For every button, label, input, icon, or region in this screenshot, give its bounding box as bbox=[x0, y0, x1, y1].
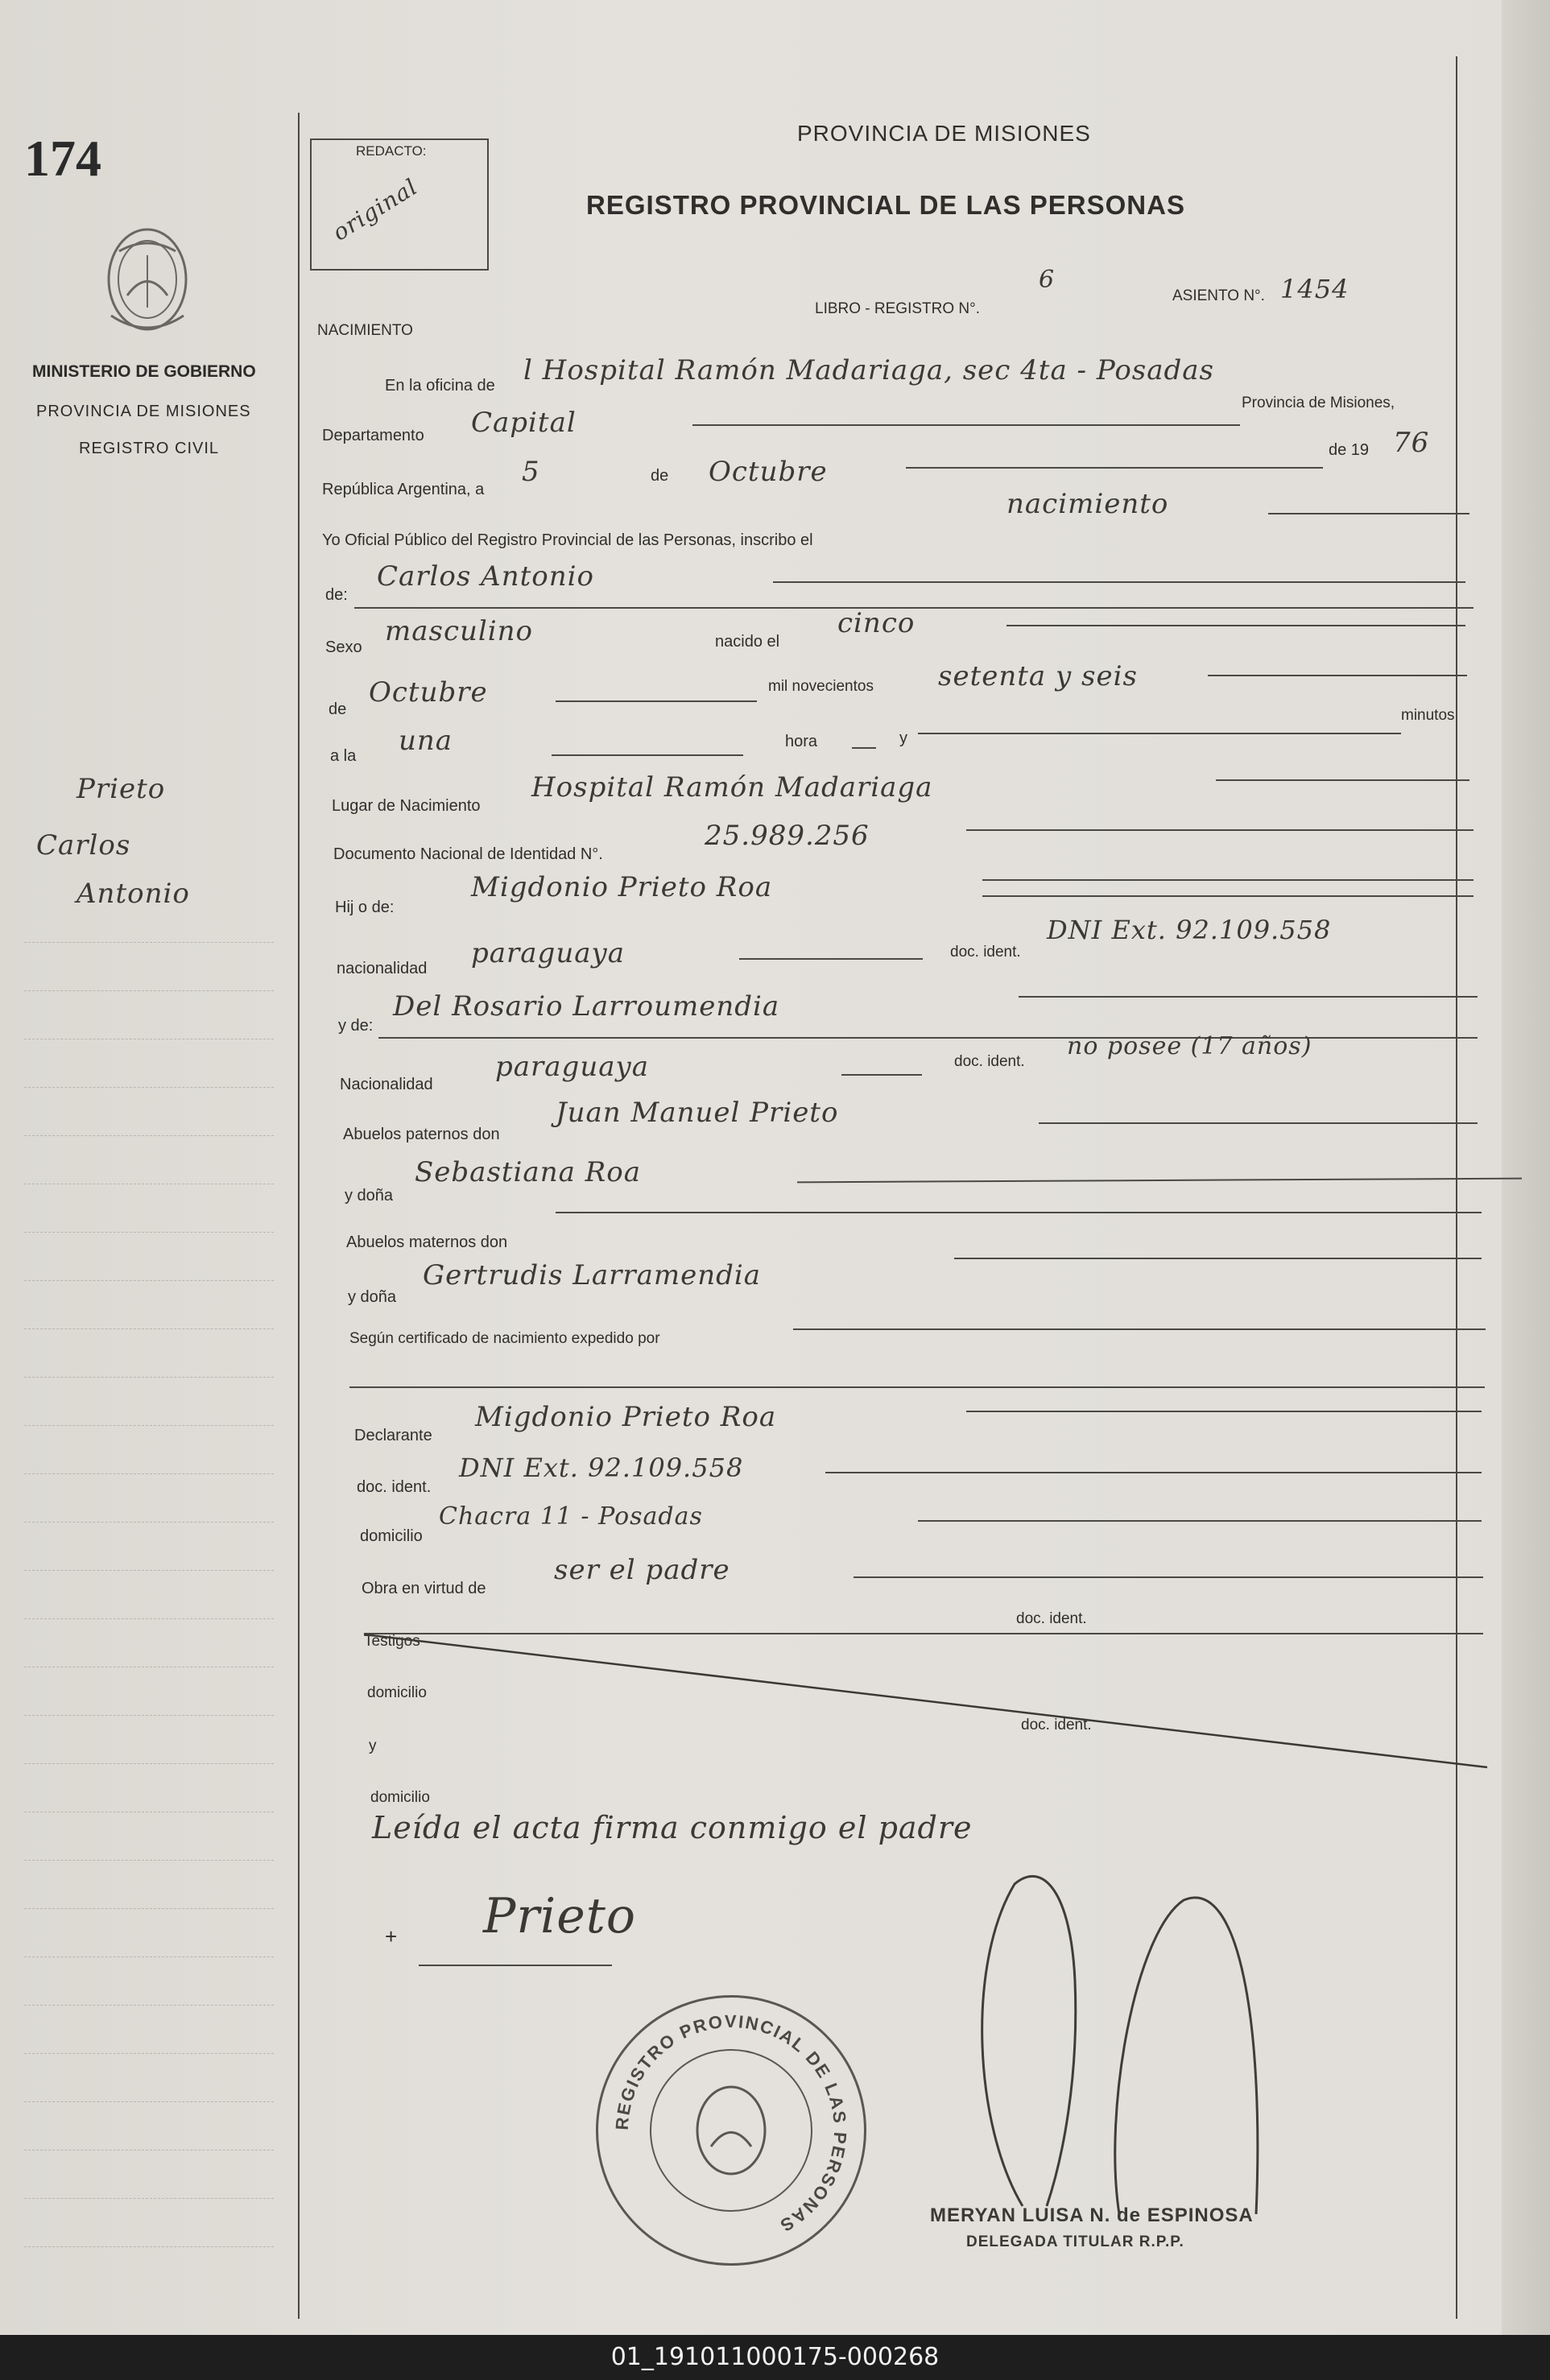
testigos-label: Testigos bbox=[364, 1633, 420, 1650]
nac-padre-line bbox=[739, 958, 923, 960]
abuelo-pat-line bbox=[1039, 1122, 1478, 1124]
redacto-box bbox=[310, 138, 489, 271]
provincia-label: Provincia de Misiones, bbox=[1242, 395, 1395, 411]
ydona-mat-label: y doña bbox=[348, 1288, 397, 1306]
ministry-title: MINISTERIO DE GOBIERNO bbox=[32, 362, 256, 381]
margin-line bbox=[24, 1570, 274, 1571]
oficial-label: Yo Oficial Público del Registro Provincial de las Personas, inscribo el bbox=[322, 531, 813, 549]
margin-line bbox=[24, 1763, 274, 1764]
nacido-mes-value: Octubre bbox=[369, 676, 488, 709]
libro-value: 6 bbox=[1039, 266, 1056, 294]
margin-surname: Prieto bbox=[76, 773, 166, 805]
signature-mark: + bbox=[385, 1924, 398, 1948]
signature-line bbox=[419, 1965, 612, 1966]
dia-value: 5 bbox=[522, 456, 540, 488]
official-seal bbox=[596, 1995, 866, 2266]
margin-line bbox=[24, 2053, 274, 2054]
hora-label: hora bbox=[785, 733, 818, 750]
republica-label: República Argentina, a bbox=[322, 481, 485, 498]
paper-edge bbox=[1502, 0, 1550, 2335]
mes-value: Octubre bbox=[709, 456, 828, 488]
doc-decl-line bbox=[825, 1472, 1482, 1473]
margin-line bbox=[24, 1715, 274, 1716]
hijo-label: Hij o de: bbox=[335, 899, 395, 916]
madre-line-2 bbox=[378, 1037, 1478, 1039]
margin-line bbox=[24, 1473, 274, 1474]
delegate-name: MERYAN LUISA N. de ESPINOSA bbox=[930, 2204, 1254, 2226]
mes-line bbox=[556, 700, 757, 702]
nac-padre-value: paraguaya bbox=[471, 937, 625, 969]
nac-madre-line bbox=[841, 1074, 922, 1076]
minutos-line bbox=[918, 733, 1401, 734]
margin-line bbox=[24, 1860, 274, 1861]
doc-decl-value: DNI Ext. 92.109.558 bbox=[459, 1452, 744, 1483]
abuela-mat-line bbox=[954, 1258, 1482, 1259]
certificado-line bbox=[793, 1328, 1486, 1330]
nac-padre-label: nacionalidad bbox=[337, 960, 428, 977]
ydona-pat-label: y doña bbox=[345, 1187, 394, 1204]
dni-line bbox=[966, 829, 1474, 831]
margin-line bbox=[24, 942, 274, 943]
margin-line bbox=[24, 2198, 274, 2199]
obra-label: Obra en virtud de bbox=[362, 1580, 486, 1597]
persona-value: Carlos Antonio bbox=[377, 560, 594, 593]
delegate-title: DELEGADA TITULAR R.P.P. bbox=[966, 2233, 1184, 2250]
nacido-label: nacido el bbox=[715, 633, 780, 651]
obra-value: ser el padre bbox=[554, 1554, 730, 1586]
nac-madre-value: paraguaya bbox=[495, 1051, 649, 1083]
margin-middle-name: Antonio bbox=[76, 878, 190, 910]
testigos-cross-out bbox=[364, 1626, 1491, 1771]
abuelos-mat-label: Abuelos maternos don bbox=[346, 1233, 508, 1251]
margin-line bbox=[24, 1425, 274, 1426]
margin-line bbox=[24, 2150, 274, 2151]
domicilio-decl-value: Chacra 11 - Posadas bbox=[439, 1502, 703, 1531]
domicilio-t2-label: domicilio bbox=[370, 1789, 430, 1806]
mil-line bbox=[1208, 675, 1467, 676]
declarante-line bbox=[966, 1411, 1482, 1412]
dni-label: Documento Nacional de Identidad N°. bbox=[333, 845, 603, 863]
seal-ring-text: REGISTRO PROVINCIAL DE LAS PERSONAS bbox=[611, 2010, 851, 2237]
abuelo-pat-value: Juan Manuel Prieto bbox=[556, 1097, 839, 1129]
hora-line bbox=[552, 754, 743, 756]
dni-value: 25.989.256 bbox=[705, 820, 870, 852]
declarante-label: Declarante bbox=[354, 1427, 432, 1444]
asiento-label: ASIENTO N°. bbox=[1172, 287, 1265, 304]
nacido-value: cinco bbox=[837, 607, 916, 639]
de-label: de bbox=[651, 467, 669, 485]
padre-line-2 bbox=[982, 895, 1474, 897]
svg-text:REGISTRO PROVINCIAL DE LAS PER bbox=[612, 2011, 850, 2237]
margin-line bbox=[24, 1522, 274, 1523]
province-heading: PROVINCIA DE MISIONES bbox=[797, 121, 1091, 146]
mil-label: mil novecientos bbox=[768, 678, 874, 695]
nac-madre-label: Nacionalidad bbox=[340, 1076, 433, 1093]
doc-decl-label: doc. ident. bbox=[357, 1478, 432, 1496]
margin-line bbox=[24, 2246, 274, 2247]
margin-line bbox=[24, 1280, 274, 1281]
de-mes-label: de bbox=[329, 700, 347, 718]
footer-id: 01_191011000175-000268 bbox=[610, 2343, 940, 2371]
sexo-label: Sexo bbox=[325, 638, 362, 656]
doc-madre-value: no posee (17 años) bbox=[1067, 1032, 1312, 1060]
lugar-line bbox=[1216, 779, 1469, 781]
sexo-value: masculino bbox=[385, 615, 534, 647]
coat-of-arms-icon bbox=[95, 219, 200, 340]
certificado-separator bbox=[349, 1386, 1485, 1388]
margin-line bbox=[24, 1328, 274, 1329]
doc-madre-label: doc. ident. bbox=[954, 1053, 1025, 1070]
lugar-value: Hospital Ramón Madariaga bbox=[531, 771, 933, 804]
inscribo-value: nacimiento bbox=[1006, 488, 1169, 520]
madre-line bbox=[1019, 996, 1478, 998]
form-left-border bbox=[298, 113, 300, 2319]
redacto-label: REDACTO: bbox=[356, 143, 427, 159]
redacto-value: original bbox=[328, 173, 423, 246]
nacimiento-label: NACIMIENTO bbox=[317, 322, 413, 339]
margin-line bbox=[24, 1956, 274, 1957]
declarante-value: Migdonio Prieto Roa bbox=[475, 1401, 777, 1433]
fecha-line bbox=[906, 467, 1323, 469]
margin-line bbox=[24, 1377, 274, 1378]
departamento-line bbox=[692, 424, 1240, 426]
lugar-label: Lugar de Nacimiento bbox=[332, 797, 481, 815]
oficina-value: l Hospital Ramón Madariaga, sec 4ta - Posadas bbox=[523, 354, 1214, 386]
libro-label: LIBRO - REGISTRO N°. bbox=[815, 300, 981, 317]
madre-value: Del Rosario Larroumendia bbox=[393, 990, 780, 1023]
margin-line bbox=[24, 1232, 274, 1233]
abuela-pat-value: Sebastiana Roa bbox=[415, 1156, 642, 1188]
margin-line bbox=[24, 1087, 274, 1088]
de19-label: de 19 bbox=[1329, 441, 1370, 459]
closing-text: Leída el acta firma conmigo el padre bbox=[372, 1810, 973, 1845]
ministry-registry: REGISTRO CIVIL bbox=[79, 440, 220, 457]
domicilio-decl-line bbox=[918, 1520, 1482, 1522]
document-number: 174 bbox=[24, 130, 101, 187]
padre-line bbox=[982, 879, 1474, 881]
registry-title: REGISTRO PROVINCIAL DE LAS PERSONAS bbox=[586, 190, 1185, 220]
nacido-line bbox=[1006, 625, 1465, 626]
form-right-border bbox=[1456, 56, 1457, 2319]
anio-value: 76 bbox=[1393, 427, 1430, 459]
doc-padre-value: DNI Ext. 92.109.558 bbox=[1047, 915, 1332, 945]
margin-line bbox=[24, 990, 274, 991]
certificado-label: Según certificado de nacimiento expedido por bbox=[349, 1330, 660, 1347]
y-t-label: y bbox=[369, 1737, 377, 1754]
persona-line-2 bbox=[773, 581, 1465, 583]
domicilio-t1-label: domicilio bbox=[367, 1684, 427, 1701]
abuelos-pat-label: Abuelos paternos don bbox=[343, 1126, 500, 1143]
asiento-value: 1454 bbox=[1280, 274, 1350, 304]
departamento-label: Departamento bbox=[322, 427, 424, 444]
margin-line bbox=[24, 1618, 274, 1619]
margin-line bbox=[24, 2101, 274, 2102]
y-label: y bbox=[899, 729, 907, 747]
abuela-pat-line bbox=[797, 1178, 1522, 1184]
ala-label: a la bbox=[330, 747, 357, 765]
oficial-line bbox=[1268, 513, 1469, 514]
mil-value: setenta y seis bbox=[938, 660, 1138, 692]
hora-value: una bbox=[399, 725, 453, 757]
doc-padre-label: doc. ident. bbox=[950, 944, 1021, 961]
footer-bar bbox=[0, 2335, 1550, 2380]
departamento-value: Capital bbox=[471, 407, 577, 439]
oficina-label: En la oficina de bbox=[385, 377, 495, 395]
domicilio-decl-label: domicilio bbox=[360, 1527, 423, 1545]
de-persona-label: de: bbox=[325, 586, 348, 604]
doc-ident-t1-label: doc. ident. bbox=[1016, 1610, 1087, 1627]
abuela-mat-value: Gertrudis Larramendia bbox=[423, 1259, 762, 1291]
declarant-signature: Prieto bbox=[483, 1888, 636, 1944]
yde-label: y de: bbox=[338, 1017, 374, 1035]
official-signature bbox=[902, 1868, 1353, 2222]
minutos-label: minutos bbox=[1401, 707, 1455, 724]
ministry-province: PROVINCIA DE MISIONES bbox=[36, 403, 251, 420]
margin-line bbox=[24, 2005, 274, 2006]
hora-gap-line bbox=[852, 747, 876, 749]
abuelos-mat-line bbox=[556, 1212, 1482, 1213]
padre-value: Migdonio Prieto Roa bbox=[471, 871, 773, 903]
margin-first-name: Carlos bbox=[36, 829, 131, 862]
margin-line bbox=[24, 1908, 274, 1909]
doc-ident-t2-label: doc. ident. bbox=[1021, 1717, 1092, 1733]
margin-line bbox=[24, 1135, 274, 1136]
obra-line bbox=[854, 1576, 1483, 1578]
